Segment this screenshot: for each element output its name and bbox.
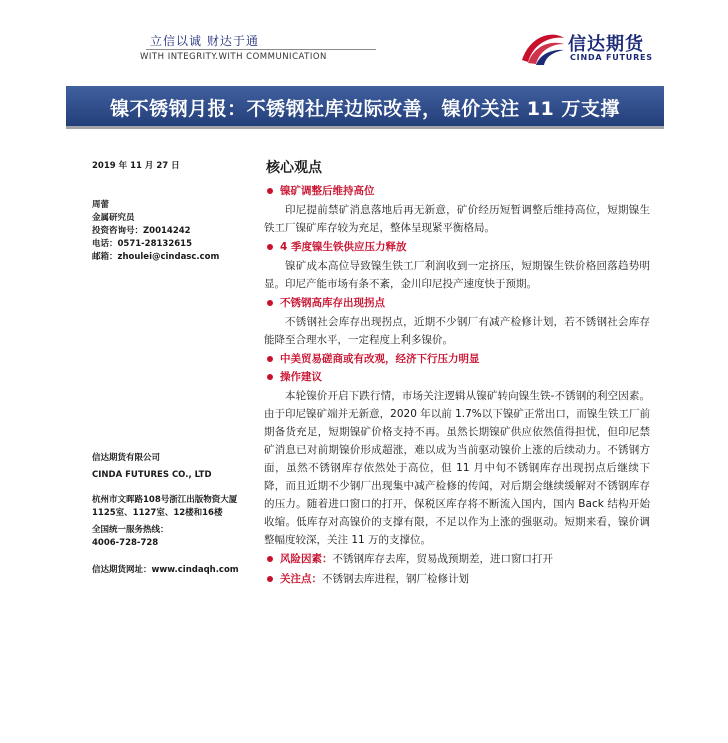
page-header [0,0,728,78]
company-website: 信达期货网址：www.cindaqh.com [92,565,239,575]
risk-factors-text: 不锈钢库存去库，贸易战预期差，进口窗口打开 [332,553,553,565]
point-heading: 中美贸易磋商或有改观，经济下行压力明显 [264,351,650,367]
point-paragraph: 本轮镍价开启下跌行情，市场关注逻辑从镍矿转向镍生铁-不锈钢的利空因素。由于印尼镍矿端并无新意，2020 年以前 1.7%以下镍矿正常出口，而镍生铁工厂前期备货充足，短期镍矿价格支持不再。虽然长期镍矿供应依然值得担忧，但印尼禁矿消息已对前期镍价形成超涨，难以成为当前驱动镍价上涨的后续动力。不锈钢方面，虽然不锈钢库存依然处于高位，但 11 月中旬不锈钢库存出现拐点后继续下降，而且近期不少钢厂出现集中减产检修的传闻，对后期会继续缓解对不锈钢库存的压力。随着进口窗口的打开，保税区库存将不断流入国内，国内 Back 结构开始收缩。低库存对高镍价的支撑有限，不足以作为上涨的强驱动。短期来看，镍价调整幅度较深，关注 11 万的支撑位。 [264,390,650,546]
point-paragraph: 不锈钢社会库存出现拐点，近期不少钢厂有减产检修计划，若不锈钢社会库存能降至合理水平，一定程度上利多镍价。 [264,316,650,346]
logo-text-cn: 信达期货 [568,34,644,55]
title-banner [66,86,664,129]
slogan-cn: 立信以诚 财达于通 [150,34,259,48]
author-name: 周蕾 [92,200,110,210]
company-name-en: CINDA FUTURES CO., LTD [92,470,212,480]
point-paragraph: 镍矿成本高位导致镍生铁工厂利润收到一定挤压，短期镍生铁价格回落趋势明显。印尼产能市场有条不紊，金川印尼投产速度快于预期。 [264,260,650,290]
focus-points: 关注点：不锈钢去库进程，钢厂检修计划 [264,571,650,587]
section-title: 核心观点 [266,160,322,176]
slogan-en: WITH INTEGRITY.WITH COMMUNICATION [140,52,327,62]
core-views [264,157,650,587]
report-date: 2019 年 11 月 27 日 [92,161,180,171]
author-phone: 电话：0571-28132615 [92,239,192,249]
point-heading: 镍矿调整后维持高位 [264,183,650,199]
logo-text-en: CINDA FUTURES [570,53,653,62]
hotline-label: 全国统一服务热线： [92,525,169,535]
cinda-swoosh-logo-icon [518,26,566,66]
company-name-cn: 信达期货有限公司 [92,453,161,463]
risk-factors: 风险因素：不锈钢库存去库，贸易战预期差，进口窗口打开 [264,551,650,567]
license-number: 投资咨询号：Z0014242 [92,226,191,236]
point-heading: 4 季度镍生铁供应压力释放 [264,239,650,255]
report-title: 镍不锈钢月报：不锈钢社库边际改善，镍价关注 11 万支撑 [110,98,620,120]
author-title: 金属研究员 [92,213,135,223]
hotline-number: 4006-728-728 [92,538,159,548]
point-paragraph: 印尼提前禁矿消息落地后再无新意，矿价经历短暂调整后维持高位，短期镍生铁工厂镍矿库存较为充足，整体呈现紧平衡格局。 [264,204,650,234]
point-heading: 操作建议 [264,369,650,385]
point-heading: 不锈钢高库存出现拐点 [264,295,650,311]
focus-points-text: 不锈钢去库进程，钢厂检修计划 [322,573,469,585]
author-email: 邮箱：zhoulei@cindasc.com [92,252,220,262]
slogan-divider [146,49,376,50]
company-address: 杭州市文晖路108号浙江出版物资大厦1125室、1127室、12楼和16楼 [92,495,238,518]
author-sidebar [92,160,262,577]
